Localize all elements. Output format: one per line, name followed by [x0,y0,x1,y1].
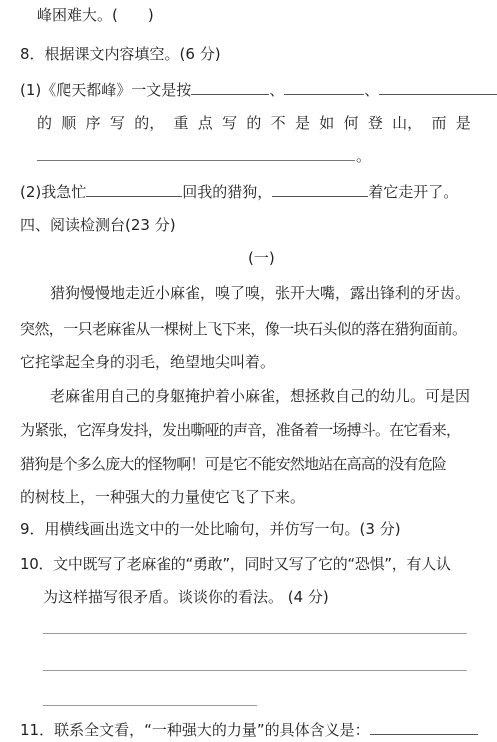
q8-char: 是 [294,114,310,132]
q8-sep-1: 、 [269,81,285,99]
q8-blank-3[interactable] [379,78,497,95]
q8-char: 点 [197,114,213,132]
q8-part2-prefix: (2)我急忙 [20,183,87,201]
q8-char: 的 [246,114,262,132]
q8-answer-line[interactable] [37,160,355,161]
q10-line2: 为这样描写很矛盾。谈谈你的看法。 (4 分) [43,588,329,606]
q8-part1-end: 。 [356,147,372,165]
q7-tail-close: ) [147,6,154,24]
passage-line: 它挓挲起全身的羽毛，绝望地尖叫着。 [20,353,276,371]
q8-part1-line1 [20,78,497,101]
q8-blank-1[interactable] [191,78,269,95]
section-4-title: 四、阅读检测台(23 分) [20,216,176,234]
q8-char: 何 [343,114,359,132]
passage-line: 为紧张，它浑身发抖，发出嘶哑的声音，准备着一场搏斗。在它看来， [20,421,461,439]
q10-answer-line-1[interactable] [43,633,467,634]
q7-tail-open: 峰困难大。( [37,6,118,24]
q10-line1: 10．文中既写了老麻雀的“勇敢”，同时又写了它的“恐惧”，有人认 [20,555,451,573]
q8-part2-mid: 回我的猎狗， [182,183,273,201]
q11-text: 11．联系全文看，“一种强大的力量”的具体含义是： [20,721,370,739]
q8-char: 重 [173,114,189,132]
q8-char: 写 [109,114,125,132]
passage-line: 猎狗慢慢地走近小麻雀，嗅了嗅，张开大嘴，露出锋利的牙齿。 [50,284,471,302]
q8-char: 顺 [61,114,77,132]
q8-char: 而 [431,114,447,132]
q8-blank-2[interactable] [284,78,364,95]
q9-text: 9．用横线画出选文中的一处比喻句，并仿写一句。(3 分) [20,520,401,538]
passage-line: 的树枝上，一种强大的力量使它飞了下来。 [20,488,306,506]
q11-blank[interactable] [370,718,478,735]
q8-char: 是 [455,114,471,132]
q8-char: 如 [319,114,335,132]
passage-heading: (一) [248,249,275,267]
q8-char: 山， [392,114,423,132]
q8-sep-2: 、 [364,81,380,99]
q10-answer-line-2[interactable] [43,670,467,671]
passage-line: 突然，一只老麻雀从一棵树上飞下来，像一块石头似的落在猎狗面前。 [20,320,467,338]
q8-char: 登 [367,114,383,132]
q8-title: 8．根据课文内容填空。(6 分) [20,45,221,63]
q7-tail-text [37,4,154,26]
q8-char: 的， [134,114,165,132]
q8-char: 不 [270,114,286,132]
q11-line [20,718,478,741]
q8-char: 序 [85,114,101,132]
passage-line: 猎狗是个多么庞大的怪物啊！可是它不能安然地站在高高的没有危险 [20,455,447,473]
passage-line: 老麻雀用自己的身躯掩护着小麻雀，想拯救自己的幼儿。可是因 [50,387,471,405]
q8-part2-blank-2[interactable] [272,180,368,197]
q8-char: 写 [222,114,238,132]
q8-char: 的 [37,114,53,132]
q10-answer-line-3[interactable] [43,705,257,706]
q8-part1-prefix: (1)《爬天都峰》一文是按 [20,81,192,99]
q8-part1-line2 [37,112,471,134]
q8-part2-end: 着它走开了。 [368,183,459,201]
q8-part2-blank-1[interactable] [86,180,182,197]
q8-part2 [20,180,458,203]
